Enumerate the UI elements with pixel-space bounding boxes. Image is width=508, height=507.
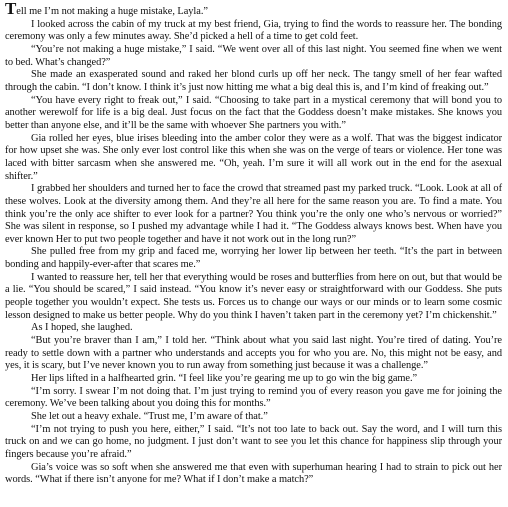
opening-text: ell me I’m not making a huge mistake, Layla.”	[16, 6, 208, 17]
book-page	[5, 0, 502, 487]
paragraph: “But you’re braver than I am,” I told her. “Think about what you said last night. You’re tired of dating. You’re ready to settle down with a partner who understands and accepts you for who you are. No, this might not be easy, and yes, it is scary, but I’ve never known you to run away from something just because it was a challenge.”	[5, 335, 502, 372]
paragraph: She made an exasperated sound and raked her blond curls up off her neck. The tangy smell of her fear wafted through the cabin. “I don’t know. I think it’s just now hitting me what a big deal this is, and I’m kind of freaking out.”	[5, 69, 502, 93]
paragraph: I wanted to reassure her, tell her that everything would be roses and butterflies from here on out, but that would be a lie. “You should be scared,” I said instead. “You know it’s never easy or straightforward with our Goddess. She puts people together you wouldn’t expect. She tests us. Forces us to change our ways or our minds or to learn some cosmic lesson designed to make us better people. Why do you think I haven’t taken part in the ceremony yet? I’m chickenshit.”	[5, 271, 502, 321]
paragraph: She let out a heavy exhale. “Trust me, I’m aware of that.”	[31, 411, 268, 422]
paragraph: Gia’s voice was so soft when she answered me that even with superhuman hearing I had to strain to pick out her words. “What if there isn’t anyone for me? What if I don’t make a match?”	[5, 461, 502, 486]
paragraph: Gia rolled her eyes, blue irises bleeding into the amber color they were as a wolf. That was the biggest indicator for how upset she was. She only ever lost control like this when she was on the verge of tears or violence. Her tone was laced with bitter sarcasm when she answered me. “Oh, yeah. I’m sure it will all work out in the end for the asexual shifter.”	[5, 132, 502, 182]
paragraph: “I’m not trying to push you here, either,” I said. “It’s not too late to back out. Say the word, and I will turn this truck on and we can go home, no judgment. I just don’t want to see you let this chance for happiness slip through your fingers because you’re afraid.”	[5, 423, 502, 460]
paragraph: “I’m sorry. I swear I’m not doing that. I’m just trying to remind you of every reason you gave me for joining the ceremony. We’ve been talking about you doing this for months.”	[5, 385, 502, 410]
paragraph: “You have every right to freak out,” I said. “Choosing to take part in a mystical ceremony that will bond you to another werewolf for life is a big deal. Just focus on the fact that the Goddess doesn’t make mistakes. She knows you better than anyone else, and it’ll be the same with whoever She partners you with.”	[5, 94, 502, 131]
paragraph: Her lips lifted in a halfhearted grin. “I feel like you’re gearing me up to go win the big game.”	[31, 373, 418, 385]
paragraph: “You’re not making a huge mistake,” I said. “We went over all of this last night. You seemed fine when we went to bed. What’s changed?”	[5, 43, 502, 68]
paragraph: I grabbed her shoulders and turned her to face the crowd that streamed past my parked truck. “Look. Look at all of these wolves. Look at the diversity among them. And they’re all here for the same reason you are. To find a mate. You think you’re the only ace shifter to ever look for a partner? You think you’re the only one who’s nervous or worried?” She was silent in response, so I pushed my advantage while I had it. “The Goddess always knows best. When have you ever known Her to put two people together and have it not work out in the long run?”	[5, 183, 502, 245]
paragraph: She pulled free from my grip and faced me, worrying her lower lip between her teeth. “It’s the part in between bonding and happily-ever-after that scares me.”	[5, 246, 502, 271]
drop-cap: T	[5, 0, 17, 18]
paragraph-opening	[5, 0, 502, 19]
paragraph: I looked across the cabin of my truck at my best friend, Gia, trying to find the words to reassure her. The bonding ceremony was only a few minutes away. She’d picked a hell of a time to get cold feet.	[5, 18, 502, 43]
paragraph: As I hoped, she laughed.	[31, 322, 133, 334]
